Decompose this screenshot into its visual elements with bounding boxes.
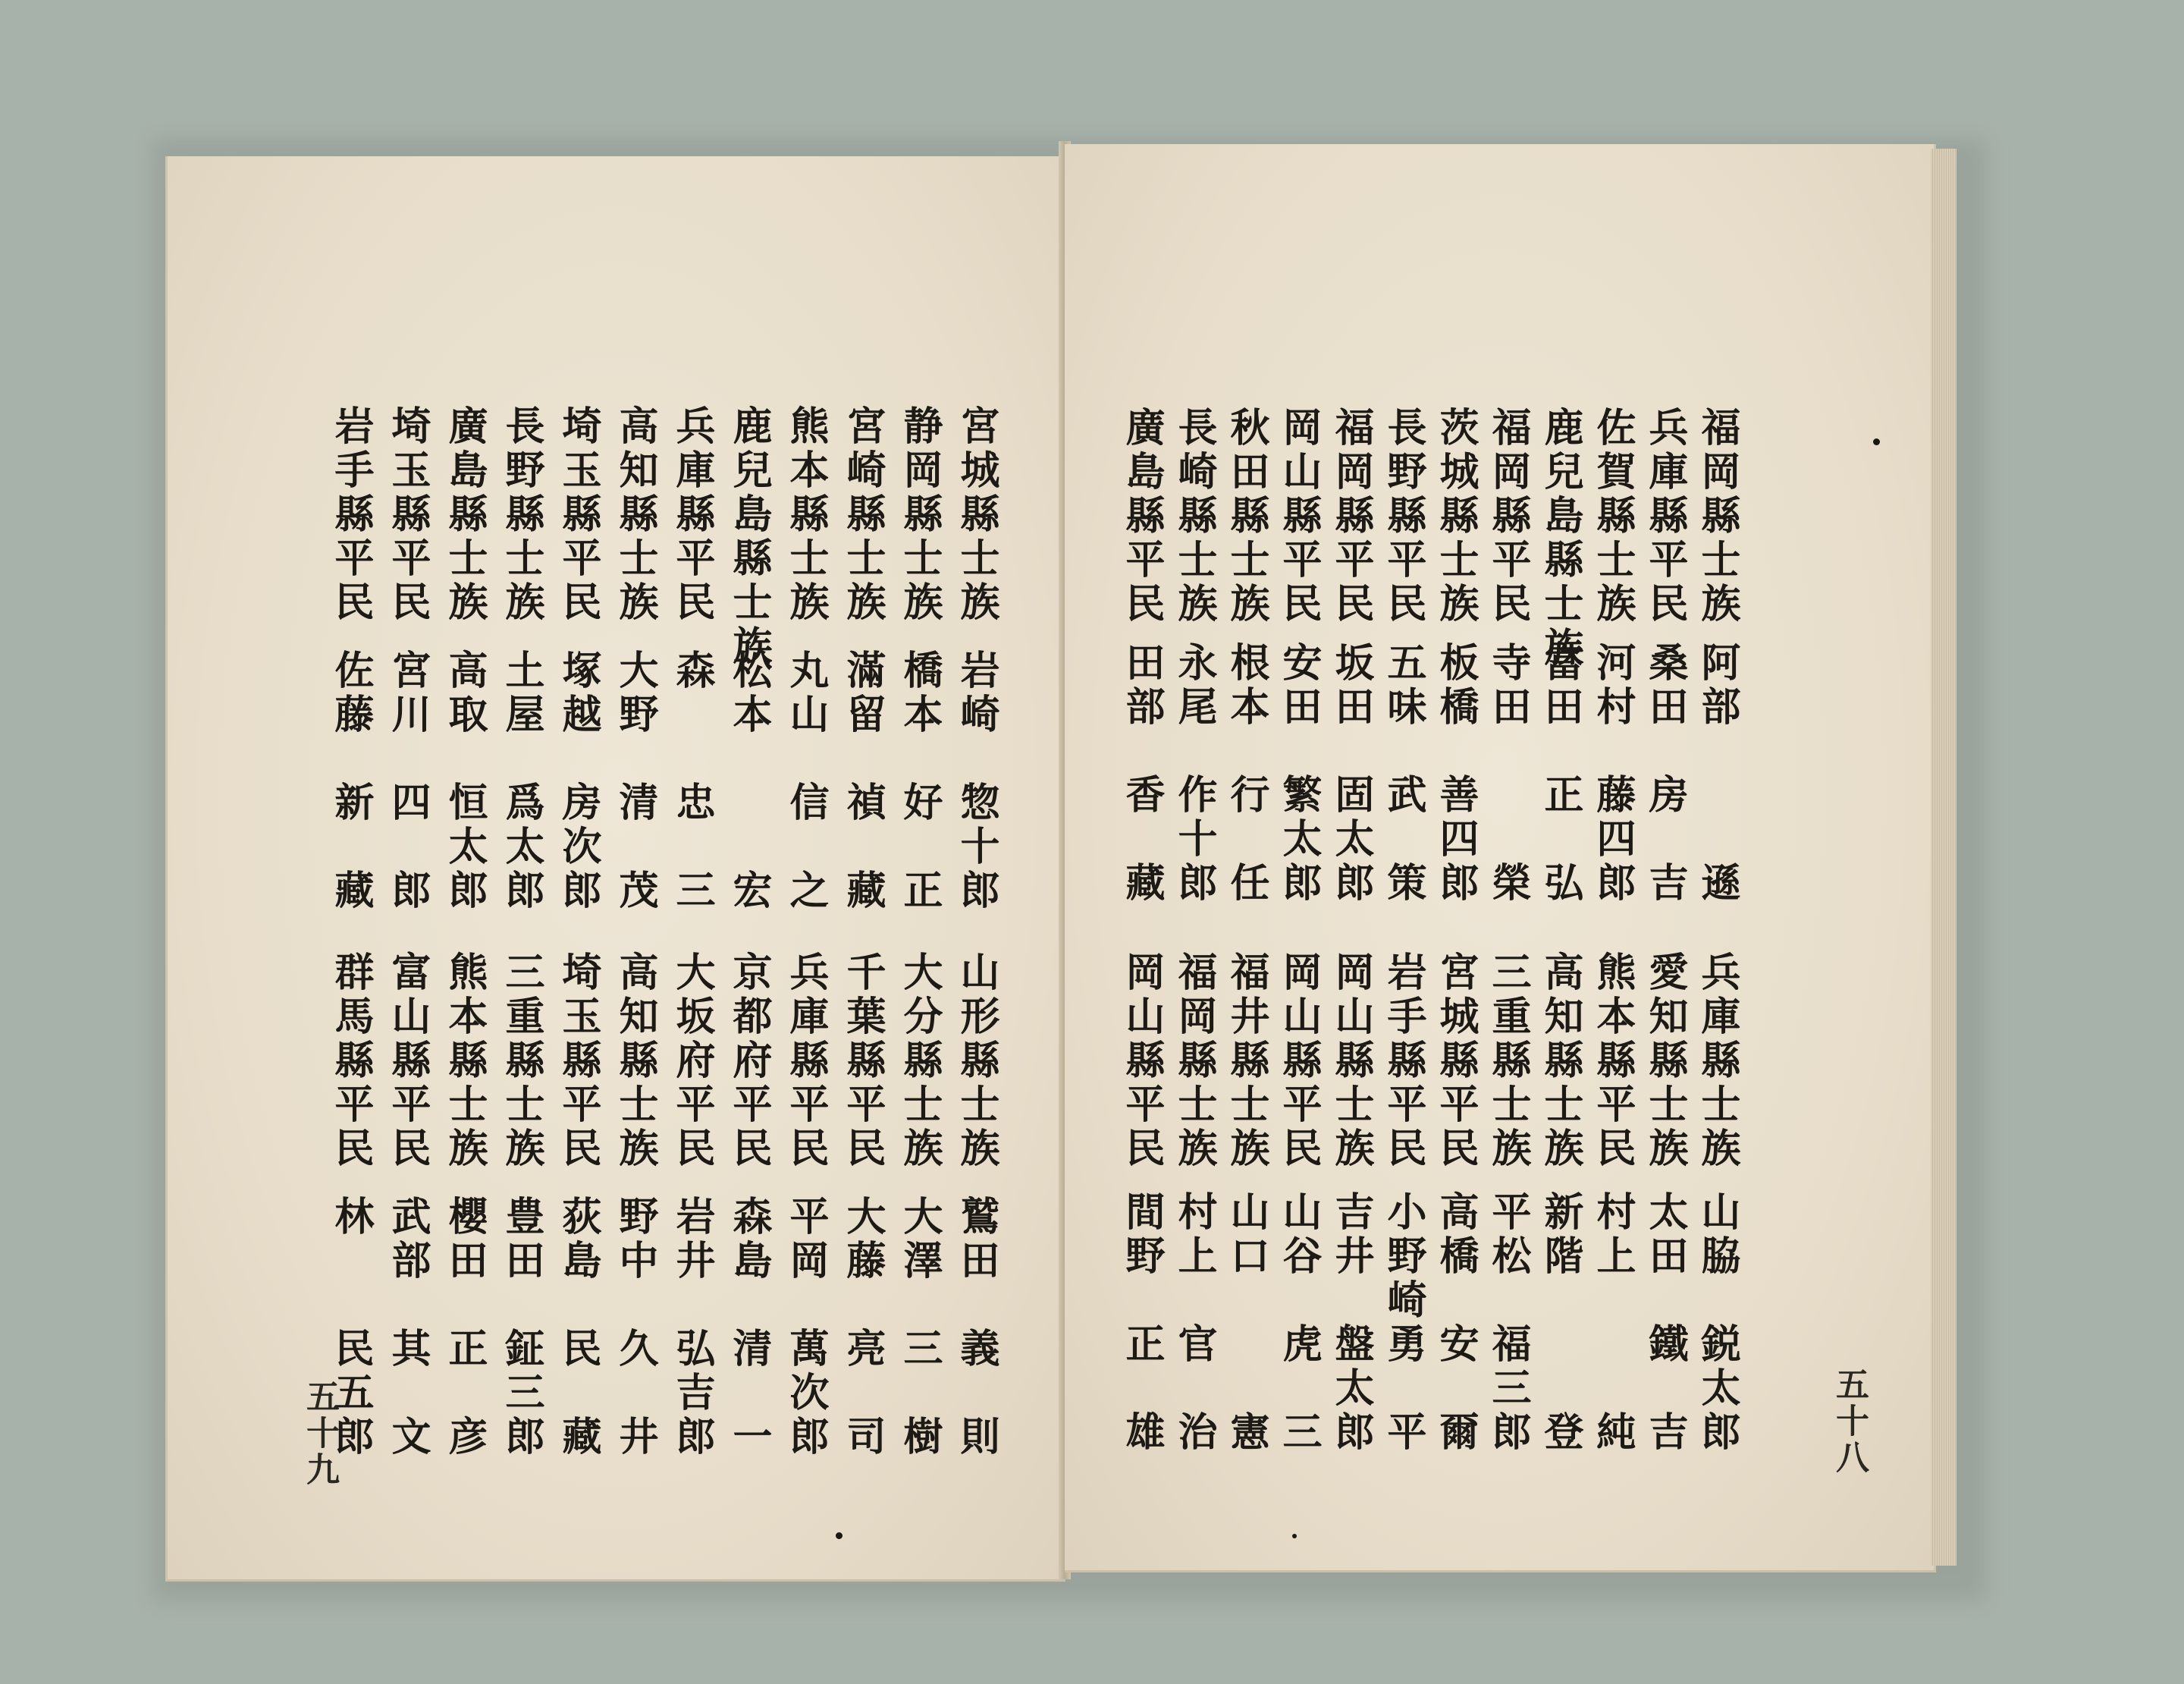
entry-origin: 福岡縣平民 <box>1328 407 1374 627</box>
entry-origin: 山形縣士族 <box>953 951 999 1171</box>
entry-origin: 埼玉縣平民 <box>555 405 601 625</box>
entry-origin: 熊本縣士族 <box>441 951 488 1171</box>
entry-name: 大藤 亮 司 <box>839 1195 886 1459</box>
ink-speck <box>1873 438 1880 445</box>
entry-origin: 愛知縣士族 <box>1642 951 1688 1171</box>
entry-name: 山谷 虎 三 <box>1276 1191 1322 1455</box>
entry-origin: 岡山縣平民 <box>1276 951 1322 1171</box>
entry-origin: 宮崎縣士族 <box>839 405 886 625</box>
entry-origin: 兵庫縣士族 <box>1694 951 1740 1171</box>
entry-name: 永尾 作十郎 <box>1171 642 1217 906</box>
entry-name: 五味 武 策 <box>1380 642 1426 906</box>
entry-origin: 三重縣士族 <box>1485 951 1531 1171</box>
entry-origin: 宮城縣士族 <box>953 405 999 625</box>
entry-origin: 大分縣士族 <box>896 951 943 1171</box>
entry-name: 根本 行 任 <box>1223 642 1269 906</box>
entry-name: 村上 純 <box>1589 1191 1636 1455</box>
left-page-number: 五十九 <box>300 1379 339 1488</box>
entry-name: 滿留 禎 藏 <box>839 649 886 913</box>
entry-origin: 千葉縣平民 <box>839 951 886 1171</box>
entry-origin: 宮城縣平民 <box>1432 951 1479 1171</box>
entry-origin: 岩手縣平民 <box>1380 951 1426 1171</box>
entry-name: 平松 福三郎 <box>1485 1191 1531 1455</box>
entry-origin: 兵庫縣平民 <box>669 405 715 625</box>
entry-origin: 長崎縣士族 <box>1171 407 1217 627</box>
entry-origin: 高知縣士族 <box>612 951 658 1171</box>
left-page <box>165 156 1065 1582</box>
entry-name: 阿部 遜 <box>1694 642 1740 906</box>
entry-name: 小野崎勇 平 <box>1380 1191 1426 1455</box>
entry-name: 塚越 房次郎 <box>555 649 601 913</box>
entry-origin: 岡山縣平民 <box>1276 407 1322 627</box>
entry-name: 吉井 盤太郎 <box>1328 1191 1374 1455</box>
entry-name: 板橋 善四郎 <box>1432 642 1479 906</box>
entry-name: 土屋 爲太郎 <box>498 649 544 913</box>
entry-origin: 岡山縣平民 <box>1119 951 1165 1171</box>
entry-name: 山脇 鋭太郎 <box>1694 1191 1740 1455</box>
entry-origin: 秋田縣士族 <box>1223 407 1269 627</box>
entry-name: 間野 正 雄 <box>1119 1191 1165 1455</box>
entry-name: 宮川 四 郎 <box>384 649 431 913</box>
entry-origin: 静岡縣士族 <box>896 405 943 625</box>
right-page-columns <box>1065 144 1934 1570</box>
entry-name: 大野 清 茂 <box>612 649 658 913</box>
entry-origin: 高知縣士族 <box>612 405 658 625</box>
entry-origin: 岩手縣平民 <box>328 405 374 625</box>
entry-name: 櫻田 正 彦 <box>441 1195 488 1459</box>
entry-name: 桑田 房 吉 <box>1642 642 1688 906</box>
entry-origin: 鹿兒島縣士族 <box>1537 407 1583 671</box>
entry-origin: 兵庫縣平民 <box>783 951 829 1171</box>
entry-name: 橋本 好 正 <box>896 649 943 913</box>
entry-origin: 埼玉縣平民 <box>384 405 431 625</box>
page-edges <box>1931 149 1956 1566</box>
entry-name: 坂田 固太郎 <box>1328 642 1374 906</box>
entry-origin: 福岡縣平民 <box>1485 407 1531 627</box>
right-page-number: 五十八 <box>1830 1367 1869 1476</box>
entry-name: 山口 憲 <box>1223 1191 1269 1455</box>
entry-name: 荻島 民 藏 <box>555 1195 601 1459</box>
entry-origin: 佐賀縣士族 <box>1589 407 1636 627</box>
entry-origin: 長野縣平民 <box>1380 407 1426 627</box>
entry-name: 岩崎 惣十郎 <box>953 649 999 913</box>
entry-origin: 高知縣士族 <box>1537 951 1583 1171</box>
entry-name: 丸山 信 之 <box>783 649 829 913</box>
entry-name: 富田 正 弘 <box>1537 642 1583 906</box>
entry-name: 新階 登 <box>1537 1191 1583 1455</box>
entry-name: 高取 恒太郎 <box>441 649 488 913</box>
left-page-columns <box>168 156 1065 1579</box>
entry-name: 大澤 三 樹 <box>896 1195 943 1459</box>
entry-origin: 福岡縣士族 <box>1171 951 1217 1171</box>
entry-name: 河村 藤四郎 <box>1589 642 1636 906</box>
entry-origin: 廣島縣平民 <box>1119 407 1165 627</box>
entry-origin: 熊本縣士族 <box>783 405 829 625</box>
entry-origin: 茨城縣士族 <box>1432 407 1479 627</box>
entry-name: 田部 香 藏 <box>1119 642 1165 906</box>
entry-name: 安田 繁太郎 <box>1276 642 1322 906</box>
entry-name: 豊田 鉦三郎 <box>498 1195 544 1459</box>
entry-origin: 埼玉縣平民 <box>555 951 601 1171</box>
entry-origin: 廣島縣士族 <box>441 405 488 625</box>
entry-origin: 群馬縣平民 <box>328 951 374 1171</box>
entry-origin: 熊本縣平民 <box>1589 951 1636 1171</box>
right-page <box>1065 144 1936 1572</box>
entry-origin: 福岡縣士族 <box>1694 407 1740 627</box>
entry-name: 武部 其 文 <box>384 1195 431 1459</box>
entry-origin: 京都府平民 <box>726 951 772 1171</box>
entry-name: 寺田 榮 <box>1485 642 1531 906</box>
entry-origin: 長野縣士族 <box>498 405 544 625</box>
entry-origin: 三重縣士族 <box>498 951 544 1171</box>
entry-origin: 岡山縣士族 <box>1328 951 1374 1171</box>
entry-origin: 大坂府平民 <box>669 951 715 1171</box>
entry-name: 森島 清 一 <box>726 1195 772 1459</box>
entry-origin: 鹿兒島縣士族 <box>726 405 772 669</box>
entry-name: 森 忠 三 <box>669 649 715 913</box>
entry-name: 佐藤 新 藏 <box>328 649 374 913</box>
entry-name: 太田 鐵 吉 <box>1642 1191 1688 1455</box>
entry-name: 林 民五郎 <box>328 1195 374 1459</box>
ink-speck <box>836 1532 843 1539</box>
entry-origin: 富山縣平民 <box>384 951 431 1171</box>
entry-name: 村上 官 治 <box>1171 1191 1217 1455</box>
entry-name: 野中 久 井 <box>612 1195 658 1459</box>
entry-name: 松本 宏 <box>726 649 772 913</box>
entry-name: 岩井 弘吉郎 <box>669 1195 715 1459</box>
entry-name: 鷲田 義 則 <box>953 1195 999 1459</box>
entry-name: 高橋 安 爾 <box>1432 1191 1479 1455</box>
entry-origin: 兵庫縣平民 <box>1642 407 1688 627</box>
entry-origin: 福井縣士族 <box>1223 951 1269 1171</box>
entry-name: 平岡 萬次郎 <box>783 1195 829 1459</box>
ink-speck <box>1292 1534 1297 1538</box>
